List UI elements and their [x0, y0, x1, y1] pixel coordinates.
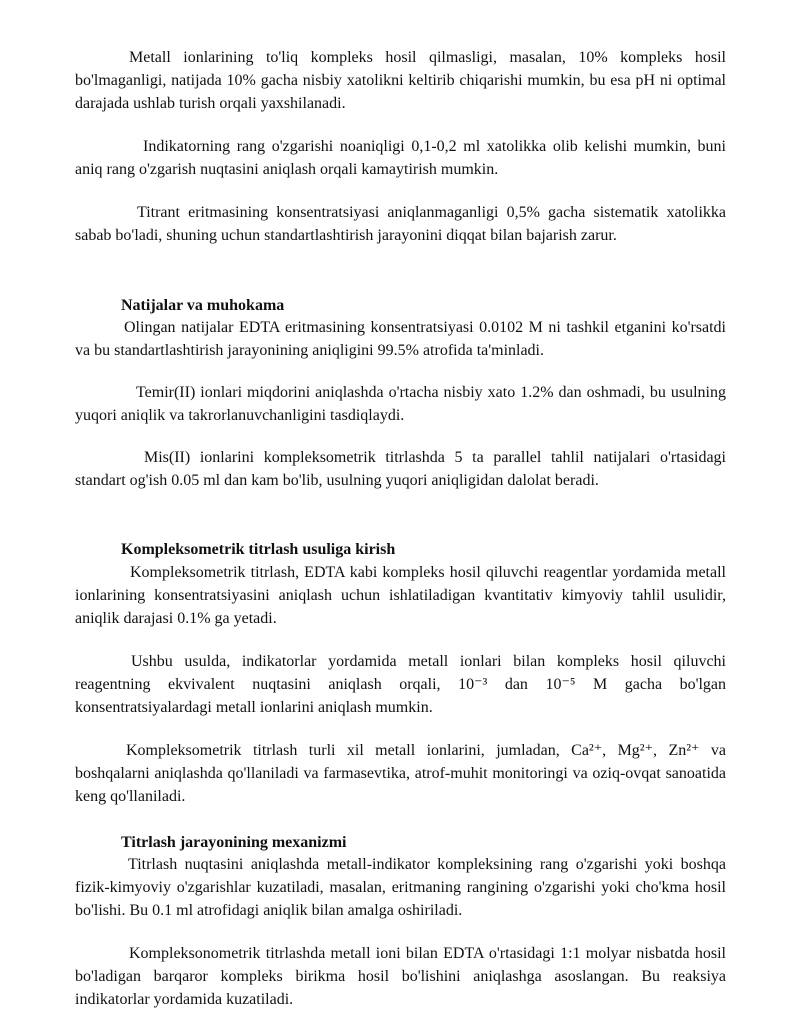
heading-mechanism: Titrlash jarayonining mexanizmi — [121, 834, 347, 851]
paragraph-applications: Kompleksometrik titrlash turli xil metall ionlarini, jumladan, Ca²⁺, Mg²⁺, Zn²⁺ va boshqalarni aniqlashda qo'llaniladi va farmasevtika, atrof-muhit monitoringi va oziq-ovqat sanoatida keng qo'llaniladi. — [75, 742, 726, 805]
paragraph-titrant-concentration: Titrant eritmasining konsentratsiyasi aniqlanmaganligi 0,5% gacha sistematik xatolikka sabab bo'ladi, shuning uchun standartlashtirish jarayonini diqqat bilan bajarish zarur. — [75, 204, 726, 244]
paragraph-indicator-color-change: Indikatorning rang o'zgarishi noaniqligi 0,1-0,2 ml xatolikka olib kelishi mumkin, buni aniq rang o'zgarish nuqtasini aniqlash orqali kamaytirish mumkin. — [75, 138, 726, 178]
paragraph-edta-concentration: Olingan natijalar EDTA eritmasining konsentratsiyasi 0.0102 M ni tashkil etganini ko'rsatdi va bu standartlashtirish jarayonining aniqligini 99.5% atrofida ta'minladi. — [75, 319, 726, 359]
paragraph-incomplete-complexation: Metall ionlarining to'liq kompleks hosil qilmasligi, masalan, 10% kompleks hosil bo'lmaganligi, natijada 10% gacha nisbiy xatolikni keltirib chiqarishi mumkin, bu esa pH ni optimal darajada ushlab turish orqali yaxshilanadi. — [75, 49, 726, 112]
paragraph-complexometric-definition: Kompleksometrik titrlash, EDTA kabi kompleks hosil qiluvchi reagentlar yordamida metall ionlarining konsentratsiyasini aniqlash uchun ishlatiladigan kvantitativ kimyoviy tahlil usulidir, aniqlik darajasi 0.1% ga yetadi. — [75, 564, 726, 627]
paragraph-endpoint-detection: Titrlash nuqtasini aniqlashda metall-indikator kompleksining rang o'zgarishi yoki boshqa fizik-kimyoviy o'zgarishlar kuzatiladi, masalan, eritmaning rangining o'zgarishi yoki cho'kma hosil bo'lishi. Bu 0.1 ml atrofidagi aniqlik bilan amalga oshiriladi. — [75, 856, 726, 919]
paragraph-equivalence-point: Ushbu usulda, indikatorlar yordamida metall ionlari bilan kompleks hosil qiluvchi reagentning ekvivalent nuqtasini aniqlash orqali, 10⁻³ dan 10⁻⁵ M gacha bo'lgan konsentratsiyalardagi metall ionlarini aniqlash mumkin. — [75, 653, 726, 716]
paragraph-edta-ratio: Kompleksonometrik titrlashda metall ioni bilan EDTA o'rtasidagi 1:1 molyar nisbatda hosil bo'ladigan barqaror kompleks birikma hosil bo'lishini aniqlashga asoslangan. Bu reaksiya indikatorlar yordamida kuzatiladi. — [75, 945, 726, 1008]
paragraph-copper-ions: Mis(II) ionlarini kompleksometrik titrlashda 5 ta parallel tahlil natijalari o'rtasidagi standart og'ish 0.05 ml dan kam bo'lib, usulning yuqori aniqligidan dalolat beradi. — [75, 449, 726, 489]
paragraph-iron-ions: Temir(II) ionlari miqdorini aniqlashda o'rtacha nisbiy xato 1.2% dan oshmadi, bu usulning yuqori aniqlik va takrorlanuvchanligini tasdiqlaydi. — [75, 384, 726, 424]
heading-introduction: Kompleksometrik titrlash usuliga kirish — [121, 541, 396, 558]
heading-results-discussion: Natijalar va muhokama — [121, 297, 285, 314]
